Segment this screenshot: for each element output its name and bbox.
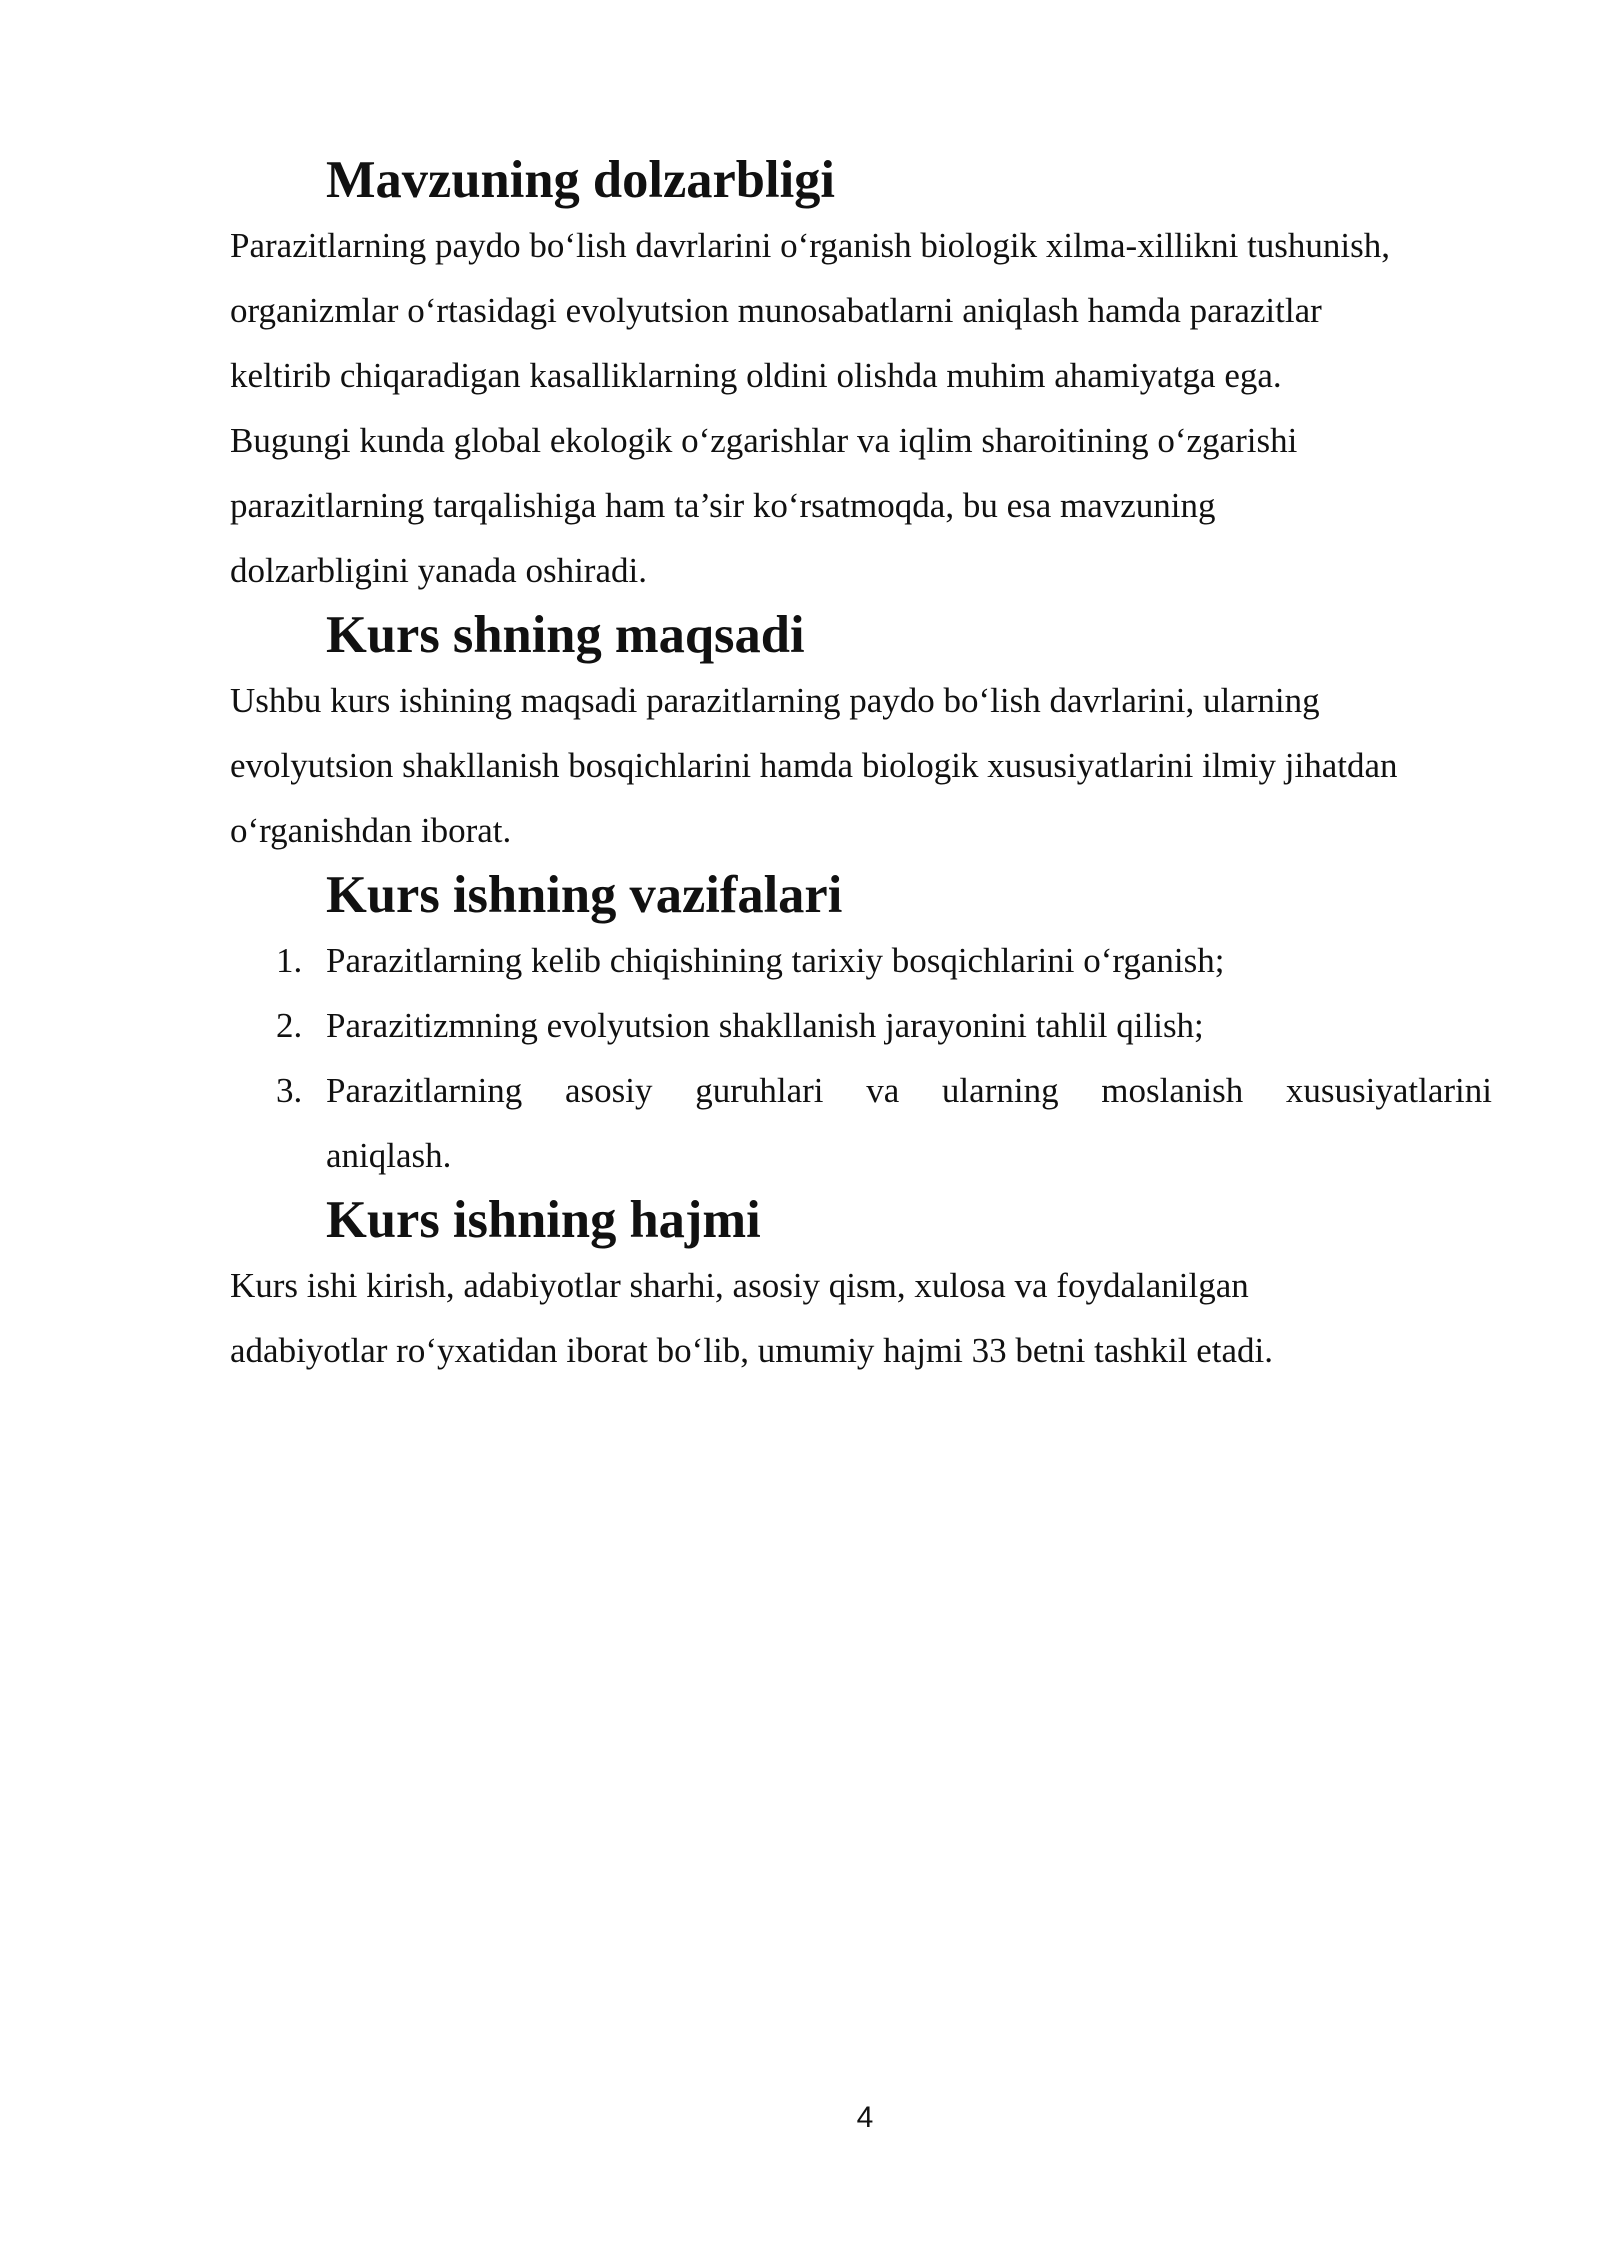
- list-item: [230, 1058, 1492, 1188]
- paragraph-volume: [230, 1253, 1492, 1383]
- text-line: Parazitlarning paydo bo‘lish davrlarini o‘rganish biologik xilma-xillikni tushunish,: [230, 226, 1391, 265]
- list-item-text: Parazitizmning evolyutsion shakllanish jarayonini tahlil qilish;: [326, 1006, 1204, 1045]
- text-line: Kurs ishi kirish, adabiyotlar sharhi, asosiy qism, xulosa va foydalanilgan: [230, 1266, 1249, 1305]
- tasks-list: [230, 928, 1492, 1188]
- section-heading-relevance: Mavzuning dolzarbligi: [326, 151, 836, 209]
- list-item-text-continuation: aniqlash.: [326, 1136, 452, 1175]
- list-item-number: 2.: [276, 1006, 303, 1045]
- list-item-text: Parazitlarning asosiy guruhlari va ularning moslanish xususiyatlarini: [326, 1071, 1492, 1110]
- text-line: o‘rganishdan iborat.: [230, 811, 512, 850]
- text-line: adabiyotlar ro‘yxatidan iborat bo‘lib, umumiy hajmi 33 betni tashkil etadi.: [230, 1331, 1273, 1370]
- list-item: [230, 993, 1492, 1058]
- page-number: 4: [856, 2101, 874, 2134]
- text-line: evolyutsion shakllanish bosqichlarini hamda biologik xususiyatlarini ilmiy jihatdan: [230, 746, 1398, 785]
- list-item-text: Parazitlarning kelib chiqishining tarixiy bosqichlarini o‘rganish;: [326, 941, 1225, 980]
- text-line: Ushbu kurs ishining maqsadi parazitlarning paydo bo‘lish davrlarini, ularning: [230, 681, 1320, 720]
- section-heading-goal: Kurs shning maqsadi: [326, 606, 805, 664]
- section-heading-volume: Kurs ishning hajmi: [326, 1191, 761, 1249]
- text-line: organizmlar o‘rtasidagi evolyutsion munosabatlarni aniqlash hamda parazitlar: [230, 291, 1322, 330]
- text-line: keltirib chiqaradigan kasalliklarning oldini olishda muhim ahamiyatga ega.: [230, 356, 1282, 395]
- text-line: parazitlarning tarqalishiga ham ta’sir ko‘rsatmoqda, bu esa mavzuning: [230, 486, 1216, 525]
- text-line: dolzarbligini yanada oshiradi.: [230, 551, 647, 590]
- text-line: Bugungi kunda global ekologik o‘zgarishlar va iqlim sharoitining o‘zgarishi: [230, 421, 1298, 460]
- paragraph-goal: [230, 668, 1492, 863]
- list-item-number: 3.: [276, 1071, 303, 1110]
- list-item-number: 1.: [276, 941, 303, 980]
- list-item: [230, 928, 1492, 993]
- paragraph-relevance: [230, 213, 1492, 603]
- document-body: [230, 148, 1492, 1383]
- section-heading-tasks: Kurs ishning vazifalari: [326, 866, 843, 924]
